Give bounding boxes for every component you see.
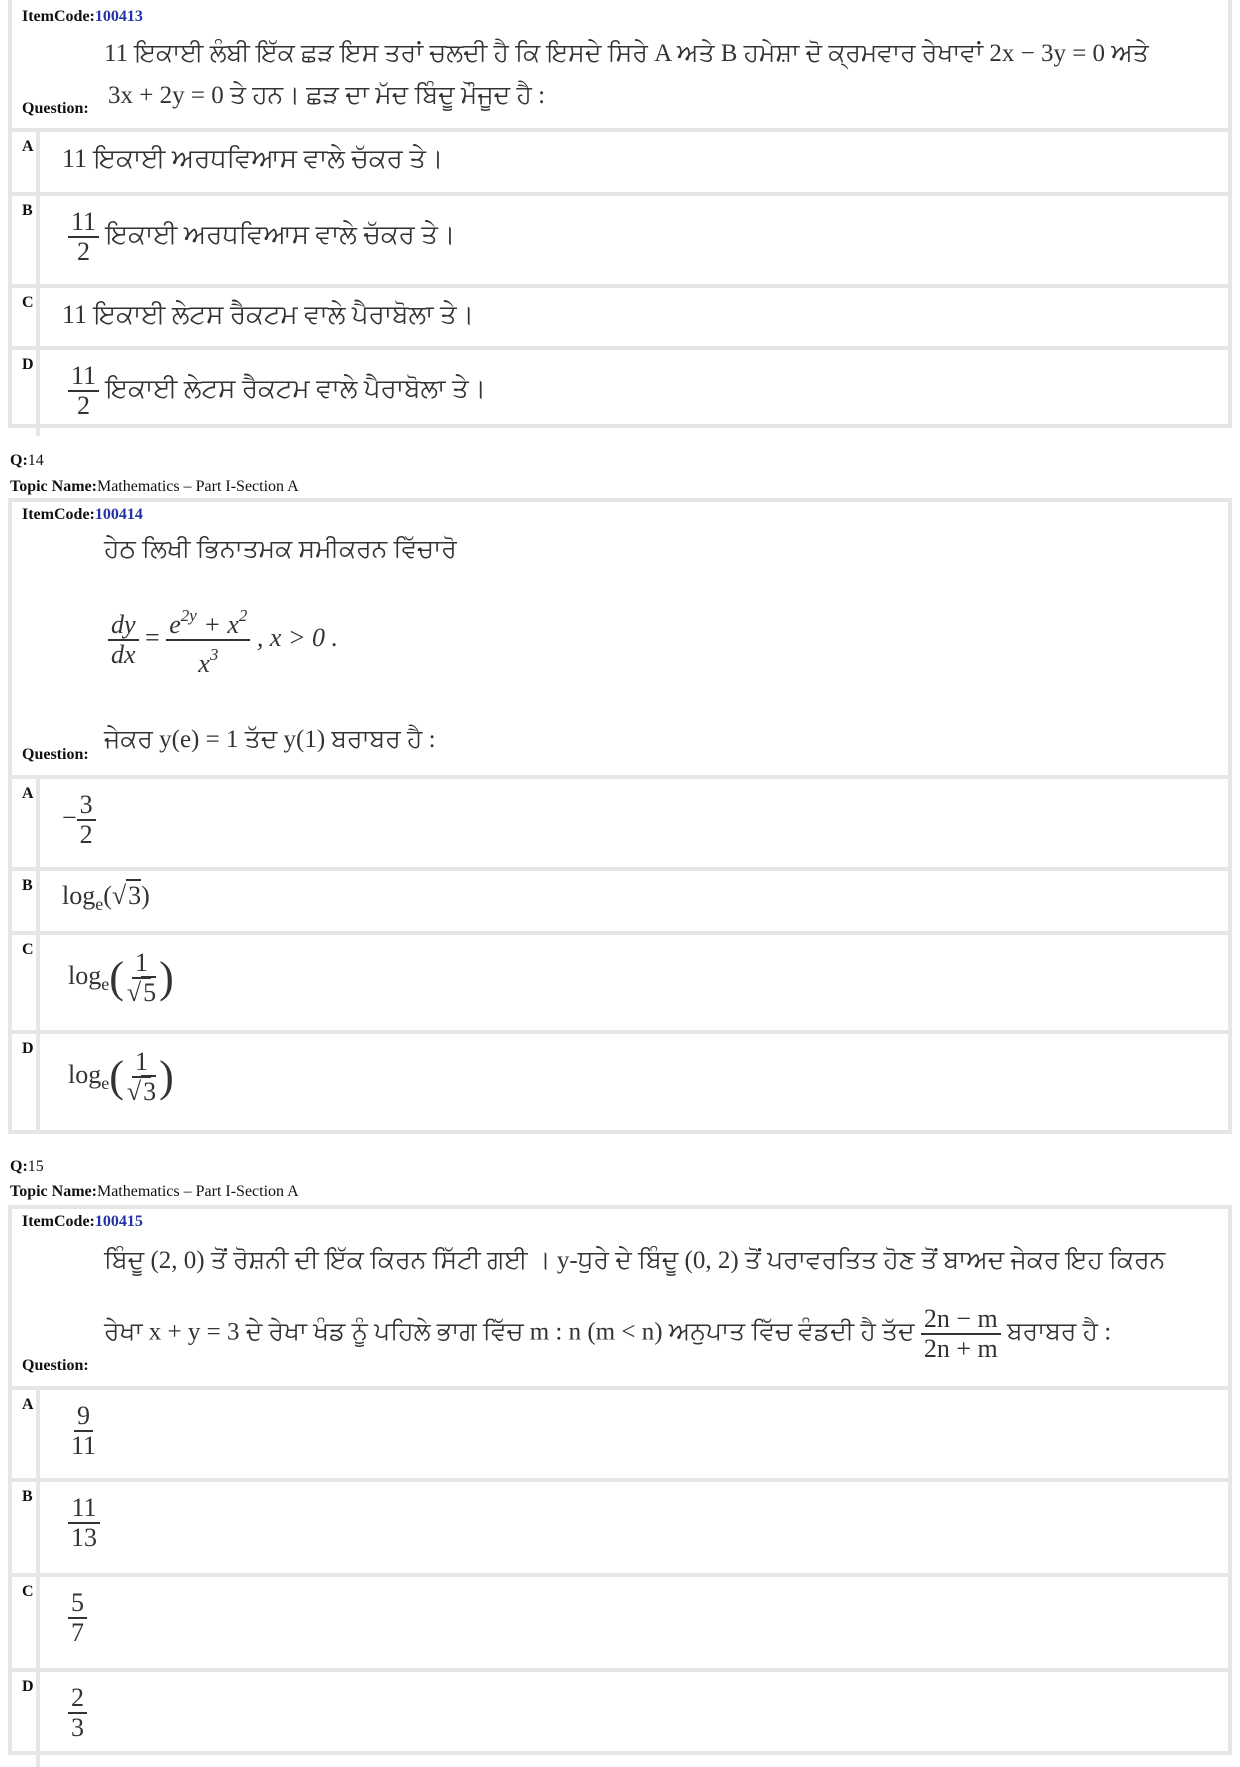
denominator: 13 <box>71 1523 97 1552</box>
item-code <box>22 8 143 26</box>
option-text: ਇਕਾਈ ਅਰਧਵਿਆਸ ਵਾਲੇ ਚੱਕਰ ਤੇ। <box>105 219 456 249</box>
log-base: e <box>95 894 104 914</box>
numerator: dy <box>108 611 139 641</box>
exponent: 3 <box>209 645 219 664</box>
numerator: 5 <box>68 1589 87 1619</box>
log: log <box>62 881 96 910</box>
denominator: 2 <box>77 237 91 266</box>
denominator: 11 <box>71 1431 97 1460</box>
denominator: √3 <box>126 1077 157 1106</box>
question-box-15 <box>8 1205 1232 1755</box>
option-letter: A <box>12 779 40 867</box>
minus-sign: − <box>62 802 77 832</box>
option-a[interactable] <box>12 132 1228 196</box>
denominator: 2 <box>77 391 91 420</box>
item-code-value: 100415 <box>94 1213 143 1230</box>
question-text-line: ਹੇਠ ਲਿਖੀ ਭਿਨਾਤਮਕ ਸਮੀਕਰਨ ਵਿੱਚਾਰੋ <box>104 536 457 563</box>
exponent: 2 <box>238 606 248 625</box>
fraction <box>77 791 96 849</box>
fraction <box>921 1305 1001 1363</box>
question-number <box>10 1157 44 1177</box>
item-code <box>22 506 143 524</box>
option-content <box>68 1589 87 1647</box>
option-c[interactable] <box>12 1577 1228 1672</box>
option-letter: D <box>12 350 40 436</box>
fraction <box>68 208 99 266</box>
question-label: Question: <box>22 1357 89 1374</box>
option-c[interactable] <box>12 288 1228 350</box>
option-content <box>68 362 486 420</box>
q-number: 14 <box>27 452 44 469</box>
question-text-line: 11 ਇਕਾਈ ਲੰਬੀ ਇੱਕ ਛੜ ਇਸ ਤਰਾਂ ਚਲਦੀ ਹੈ ਕਿ ਇਸਦੇ ਸਿਰੇ A ਅਤੇ B ਹਮੇਸ਼ਾ ਦੋ ਕ੍ਰਮਵਾਰ ਰੇਖਾਵਾਂ 2x − 3y = 0 ਅਤੇ <box>104 40 1149 67</box>
option-a[interactable] <box>12 779 1228 871</box>
topic-name <box>10 477 299 497</box>
log-base: e <box>101 1072 110 1093</box>
fraction <box>68 1402 99 1460</box>
denominator: 7 <box>71 1618 84 1647</box>
option-letter: A <box>12 1390 40 1478</box>
q-label: Q: <box>10 452 28 469</box>
question-header <box>12 502 1228 779</box>
denominator <box>195 641 221 678</box>
denominator: 2 <box>79 820 93 849</box>
option-d[interactable] <box>12 350 1228 436</box>
numerator: 1 <box>132 949 151 979</box>
denominator: 3 <box>71 1713 84 1742</box>
denominator: 2n + m <box>923 1334 998 1363</box>
question-text-line <box>104 1305 1111 1363</box>
item-code-label: ItemCode: <box>22 1213 95 1230</box>
option-b[interactable] <box>12 871 1228 935</box>
option-letter: B <box>12 1482 40 1573</box>
term-e: e <box>169 610 181 639</box>
numerator: 2n − m <box>921 1305 1001 1335</box>
question-text-line: ਬਿੰਦੂ (2, 0) ਤੋਂ ਰੋਸ਼ਨੀ ਦੀ ਇੱਕ ਕਿਰਨ ਸਿੱਟੀ ਗਈ । y-ਧੁਰੇ ਦੇ ਬਿੰਦੂ (0, 2) ਤੋਂ ਪਰਾਵਰਤਿਤ ਹੋਣ ਤੋਂ ਬਾਅਦ ਜੇਕਰ ਇਹ ਕਿਰਨ <box>104 1247 1166 1274</box>
term-x: x <box>198 649 210 678</box>
item-code-value: 100413 <box>94 8 143 25</box>
item-code <box>22 1213 143 1231</box>
lhs-fraction <box>108 611 139 669</box>
option-text: 11 ਇਕਾਈ ਅਰਧਵਿਆਸ ਵਾਲੇ ਚੱਕਰ ਤੇ। <box>62 144 444 173</box>
fraction <box>68 1589 87 1647</box>
question-box-13 <box>8 0 1232 428</box>
numerator <box>166 602 250 641</box>
topic-label: Topic Name: <box>10 478 97 495</box>
option-content <box>68 1684 87 1742</box>
option-d[interactable] <box>12 1672 1228 1767</box>
numerator: 11 <box>68 362 99 392</box>
question-text-line: ਜੇਕਰ y(e) = 1 ਤੱਦ y(1) ਬਰਾਬਰ ਹੈ : <box>104 726 436 753</box>
q-number: 15 <box>27 1158 44 1175</box>
question-text-tail: ਬਰਾਬਰ ਹੈ : <box>1007 1318 1112 1346</box>
equation <box>108 602 338 678</box>
numerator: 2 <box>68 1684 87 1714</box>
numerator: 11 <box>68 208 99 238</box>
option-letter: B <box>12 196 40 284</box>
question-header <box>12 1209 1228 1390</box>
option-letter: C <box>12 288 40 346</box>
option-content: $\log_e$( $\frac{1}{√3}$ ) <box>68 1047 174 1106</box>
fraction <box>124 1048 159 1106</box>
option-b[interactable] <box>12 196 1228 288</box>
option-letter: A <box>12 132 40 192</box>
question-label: Question: <box>22 746 89 763</box>
log: log <box>68 960 102 990</box>
option-letter: C <box>12 935 40 1030</box>
option-c[interactable] <box>12 935 1228 1034</box>
option-content <box>68 1494 100 1552</box>
item-code-label: ItemCode: <box>22 8 95 25</box>
numerator: 3 <box>77 791 96 821</box>
exponent: 2y <box>180 606 197 625</box>
log-base: e <box>101 973 110 994</box>
question-text-line: 3x + 2y = 0 ਤੇ ਹਨ। ਛੜ ਦਾ ਮੱਦ ਬਿੰਦੂ ਮੌਜੂਦ ਹੈ : <box>108 82 546 109</box>
item-code-value: 100414 <box>94 506 143 523</box>
fraction <box>124 949 159 1007</box>
topic-label: Topic Name: <box>10 1183 97 1200</box>
option-content <box>68 1402 99 1460</box>
option-text: 11 ਇਕਾਈ ਲੇਟਸ ਰੈਕਟਮ ਵਾਲੇ ਪੈਰਾਬੋਲਾ ਤੇ। <box>62 300 475 329</box>
term-x: + x <box>196 610 239 639</box>
option-content <box>68 208 455 266</box>
topic-value: Mathematics – Part I-Section A <box>96 1183 299 1200</box>
denominator: dx <box>111 640 136 669</box>
radicand: 3 <box>143 1077 157 1106</box>
numerator: 11 <box>68 1494 99 1524</box>
option-content: $\log_e$( $\frac{1}{√5}$ ) <box>68 948 174 1007</box>
q-label: Q: <box>10 1158 28 1175</box>
topic-name <box>10 1182 299 1202</box>
numerator: 1 <box>132 1048 151 1078</box>
question-box-14 <box>8 498 1232 1134</box>
radicand: 3 <box>128 881 142 910</box>
option-content <box>62 791 96 849</box>
rhs-fraction <box>166 602 250 678</box>
fraction <box>68 1684 87 1742</box>
denominator: √5 <box>126 978 157 1007</box>
option-letter: C <box>12 1577 40 1668</box>
option-text: ਇਕਾਈ ਲੇਟਸ ਰੈਕਟਮ ਵਾਲੇ ਪੈਰਾਬੋਲਾ ਤੇ। <box>105 373 487 403</box>
equals-sign: = <box>145 622 167 652</box>
option-letter: D <box>12 1034 40 1134</box>
option-letter: D <box>12 1672 40 1767</box>
topic-value: Mathematics – Part I-Section A <box>96 478 299 495</box>
option-b[interactable] <box>12 1482 1228 1577</box>
question-text: ਰੇਖਾ x + y = 3 ਦੇ ਰੇਖਾ ਖੰਡ ਨੂੰ ਪਹਿਲੇ ਭਾਗ ਵਿੱਚ m : n (m < n) ਅਨੁਪਾਤ ਵਿੱਚ ਵੰਡਦੀ ਹੈ ਤੱਦ <box>104 1318 915 1346</box>
question-header <box>12 0 1228 132</box>
numerator: 9 <box>74 1402 93 1432</box>
log: log <box>68 1059 102 1089</box>
question-label: Question: <box>22 100 89 117</box>
equation-tail: , x > 0 . <box>256 622 338 652</box>
radicand: 5 <box>143 978 157 1007</box>
option-a[interactable] <box>12 1390 1228 1482</box>
fraction <box>68 1494 100 1552</box>
option-content: $\log_e(√3)$ <box>62 881 150 914</box>
fraction <box>68 362 99 420</box>
question-number <box>10 451 44 471</box>
item-code-label: ItemCode: <box>22 506 95 523</box>
option-d[interactable] <box>12 1034 1228 1134</box>
option-letter: B <box>12 871 40 931</box>
